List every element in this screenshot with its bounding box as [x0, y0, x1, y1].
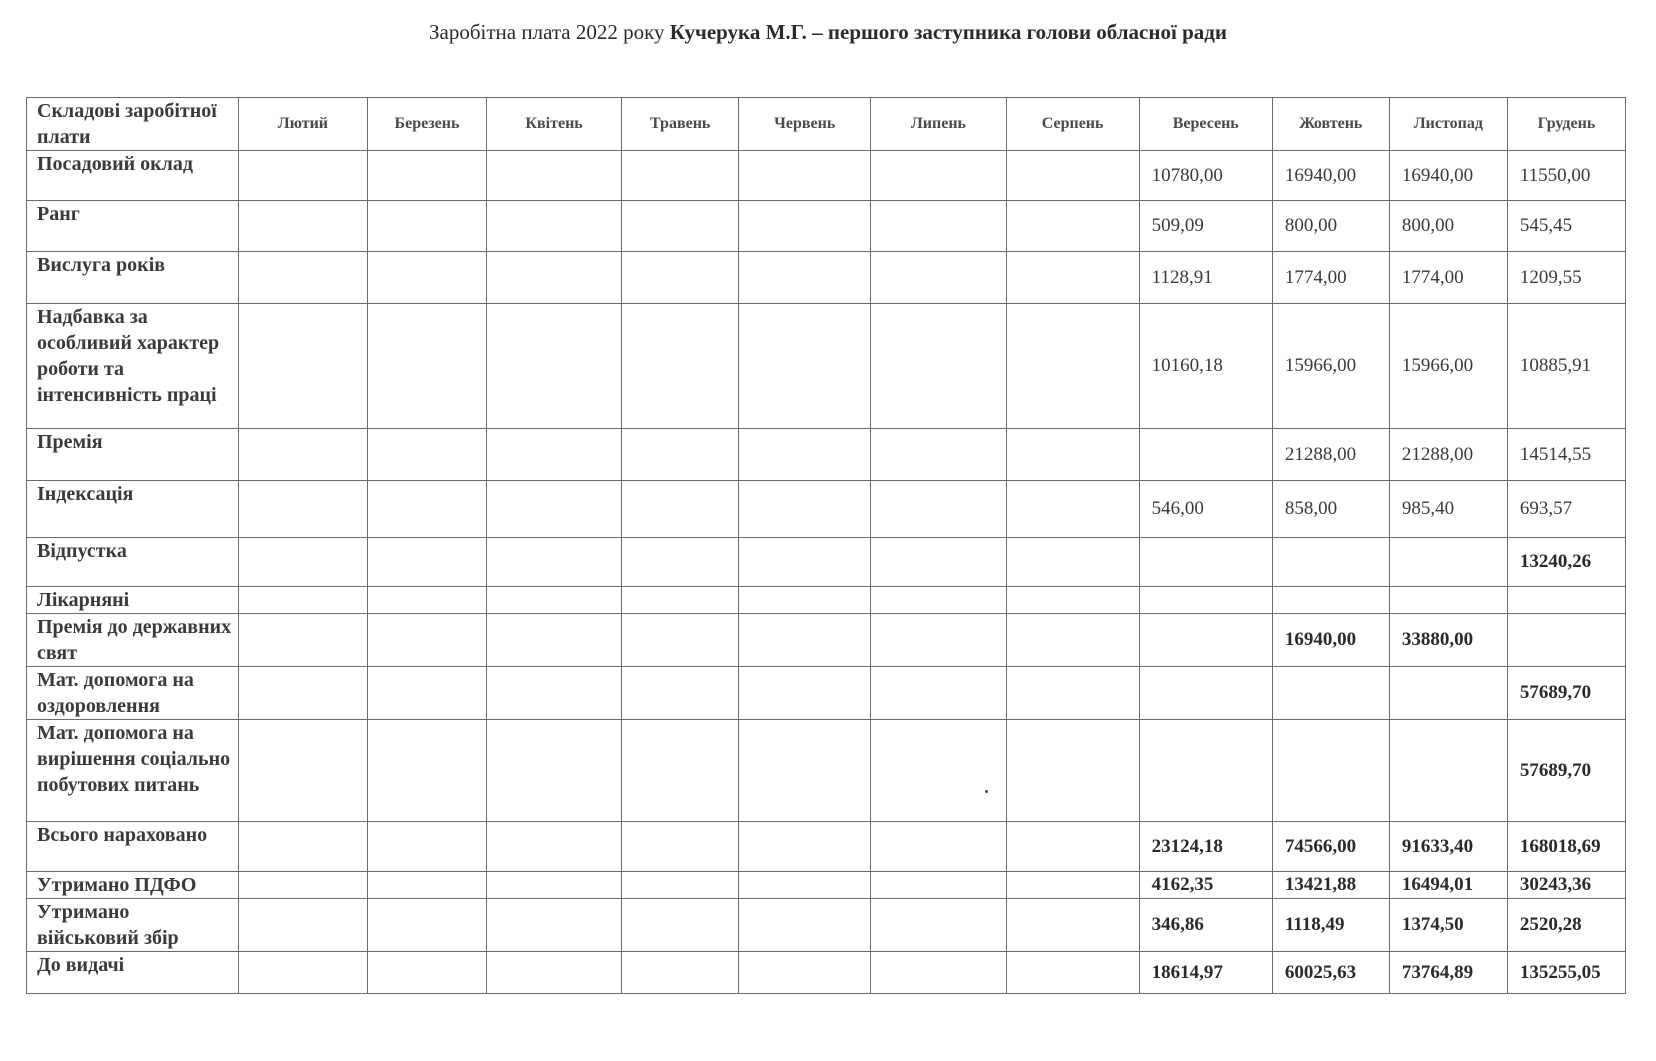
value-cell: 10885,91	[1507, 304, 1625, 429]
value-cell	[367, 587, 486, 614]
value-cell	[739, 720, 871, 822]
value-cell: 800,00	[1272, 201, 1389, 252]
row-label: Індексація	[27, 481, 239, 538]
value-cell	[1006, 538, 1139, 587]
value-cell: 10160,18	[1139, 304, 1272, 429]
value-cell	[487, 899, 622, 952]
value-cell	[871, 952, 1006, 994]
value-cell	[238, 587, 367, 614]
value-cell	[739, 252, 871, 304]
value-cell: 1774,00	[1272, 252, 1389, 304]
value-cell: 800,00	[1389, 201, 1507, 252]
value-cell	[622, 429, 739, 481]
value-cell: 14514,55	[1507, 429, 1625, 481]
value-cell	[1006, 872, 1139, 899]
row-label: Мат. допомога на оздоровлення	[27, 667, 239, 720]
value-cell	[871, 304, 1006, 429]
value-cell: 168018,69	[1507, 822, 1625, 872]
value-cell: 18614,97	[1139, 952, 1272, 994]
value-cell	[622, 720, 739, 822]
value-cell	[1006, 667, 1139, 720]
value-cell	[238, 872, 367, 899]
value-cell	[367, 822, 486, 872]
value-cell	[622, 667, 739, 720]
scan-speck	[985, 790, 988, 793]
table-row	[27, 720, 1626, 822]
value-cell: 545,45	[1507, 201, 1625, 252]
value-cell: 73764,89	[1389, 952, 1507, 994]
table-row	[27, 201, 1626, 252]
row-label: Утримано ПДФО	[27, 872, 239, 899]
month-header: Грудень	[1507, 98, 1625, 151]
value-cell: 1209,55	[1507, 252, 1625, 304]
value-cell	[1006, 481, 1139, 538]
value-cell	[238, 899, 367, 952]
value-cell	[487, 720, 622, 822]
value-cell	[1006, 252, 1139, 304]
value-cell	[1006, 587, 1139, 614]
value-cell	[739, 151, 871, 201]
salary-table	[26, 97, 1626, 994]
row-label: Ранг	[27, 201, 239, 252]
value-cell	[367, 481, 486, 538]
value-cell	[367, 304, 486, 429]
table-row	[27, 304, 1626, 429]
month-header: Серпень	[1006, 98, 1139, 151]
value-cell: 16494,01	[1389, 872, 1507, 899]
table-row	[27, 899, 1626, 952]
month-header: Жовтень	[1272, 98, 1389, 151]
value-cell	[622, 481, 739, 538]
value-cell	[739, 201, 871, 252]
month-header: Лютий	[238, 98, 367, 151]
value-cell	[1507, 587, 1625, 614]
value-cell	[1389, 667, 1507, 720]
value-cell	[739, 952, 871, 994]
value-cell	[1389, 587, 1507, 614]
value-cell	[1507, 614, 1625, 667]
value-cell	[1272, 538, 1389, 587]
value-cell	[1389, 720, 1507, 822]
value-cell: 985,40	[1389, 481, 1507, 538]
value-cell	[739, 304, 871, 429]
table-row	[27, 614, 1626, 667]
value-cell	[871, 201, 1006, 252]
value-cell	[1006, 952, 1139, 994]
value-cell	[487, 614, 622, 667]
value-cell	[871, 429, 1006, 481]
value-cell	[1006, 822, 1139, 872]
value-cell: 16940,00	[1272, 151, 1389, 201]
row-label: Відпустка	[27, 538, 239, 587]
value-cell	[238, 614, 367, 667]
month-header: Квітень	[487, 98, 622, 151]
value-cell: 1128,91	[1139, 252, 1272, 304]
value-cell	[487, 667, 622, 720]
value-cell	[622, 952, 739, 994]
table-row	[27, 538, 1626, 587]
value-cell	[367, 720, 486, 822]
value-cell	[739, 538, 871, 587]
value-cell: 2520,28	[1507, 899, 1625, 952]
month-header: Травень	[622, 98, 739, 151]
value-cell	[871, 151, 1006, 201]
value-cell	[739, 822, 871, 872]
value-cell	[622, 899, 739, 952]
value-cell: 346,86	[1139, 899, 1272, 952]
value-cell	[739, 429, 871, 481]
value-cell: 16940,00	[1272, 614, 1389, 667]
value-cell: 509,09	[1139, 201, 1272, 252]
header-row	[27, 98, 1626, 151]
table-row	[27, 151, 1626, 201]
value-cell: 23124,18	[1139, 822, 1272, 872]
value-cell	[1006, 429, 1139, 481]
value-cell	[367, 252, 486, 304]
value-cell	[739, 614, 871, 667]
value-cell	[871, 720, 1006, 822]
value-cell	[487, 481, 622, 538]
value-cell: 11550,00	[1507, 151, 1625, 201]
value-cell	[487, 201, 622, 252]
value-cell	[238, 429, 367, 481]
value-cell	[622, 872, 739, 899]
value-cell	[871, 667, 1006, 720]
value-cell: 1118,49	[1272, 899, 1389, 952]
value-cell: 10780,00	[1139, 151, 1272, 201]
title-normal-part: Заробітна плата 2022 року	[429, 20, 670, 44]
value-cell	[487, 429, 622, 481]
value-cell	[1139, 429, 1272, 481]
value-cell	[238, 252, 367, 304]
value-cell	[367, 538, 486, 587]
month-header: Листопад	[1389, 98, 1507, 151]
value-cell	[739, 667, 871, 720]
value-cell: 693,57	[1507, 481, 1625, 538]
row-label: Утримано військовий збір	[27, 899, 239, 952]
value-cell: 21288,00	[1272, 429, 1389, 481]
value-cell	[367, 201, 486, 252]
value-cell: 57689,70	[1507, 667, 1625, 720]
value-cell	[1139, 667, 1272, 720]
value-cell	[1139, 720, 1272, 822]
value-cell: 16940,00	[1389, 151, 1507, 201]
value-cell	[622, 201, 739, 252]
value-cell	[487, 304, 622, 429]
value-cell	[367, 429, 486, 481]
value-cell	[367, 899, 486, 952]
table-row	[27, 587, 1626, 614]
table-row	[27, 667, 1626, 720]
value-cell	[367, 614, 486, 667]
value-cell	[1139, 587, 1272, 614]
value-cell	[622, 587, 739, 614]
table-row	[27, 952, 1626, 994]
value-cell	[487, 822, 622, 872]
value-cell	[1006, 720, 1139, 822]
table-row	[27, 481, 1626, 538]
value-cell	[871, 899, 1006, 952]
value-cell	[871, 822, 1006, 872]
value-cell: 15966,00	[1272, 304, 1389, 429]
corner-header: Складові заробітної плати	[27, 98, 239, 151]
value-cell	[1006, 899, 1139, 952]
value-cell	[487, 252, 622, 304]
value-cell	[367, 151, 486, 201]
value-cell	[238, 151, 367, 201]
value-cell	[739, 872, 871, 899]
value-cell: 1374,50	[1389, 899, 1507, 952]
value-cell: 13421,88	[1272, 872, 1389, 899]
value-cell: 858,00	[1272, 481, 1389, 538]
value-cell	[238, 304, 367, 429]
row-label: Премія до державних свят	[27, 614, 239, 667]
value-cell	[622, 252, 739, 304]
value-cell	[487, 952, 622, 994]
value-cell: 57689,70	[1507, 720, 1625, 822]
value-cell: 135255,05	[1507, 952, 1625, 994]
value-cell	[1389, 538, 1507, 587]
value-cell	[871, 614, 1006, 667]
row-label: Премія	[27, 429, 239, 481]
month-header: Вересень	[1139, 98, 1272, 151]
value-cell: 60025,63	[1272, 952, 1389, 994]
row-label: Надбавка за особливий характер роботи та інтенсивність праці	[27, 304, 239, 429]
value-cell	[487, 872, 622, 899]
value-cell	[871, 872, 1006, 899]
value-cell	[622, 151, 739, 201]
value-cell: 15966,00	[1389, 304, 1507, 429]
value-cell	[1139, 538, 1272, 587]
value-cell	[871, 587, 1006, 614]
row-label: Лікарняні	[27, 587, 239, 614]
value-cell	[1272, 587, 1389, 614]
value-cell	[739, 587, 871, 614]
value-cell: 1774,00	[1389, 252, 1507, 304]
value-cell	[1006, 304, 1139, 429]
value-cell	[367, 952, 486, 994]
value-cell: 91633,40	[1389, 822, 1507, 872]
value-cell: 546,00	[1139, 481, 1272, 538]
row-label: Всього нараховано	[27, 822, 239, 872]
value-cell	[1006, 614, 1139, 667]
value-cell	[739, 899, 871, 952]
value-cell	[238, 720, 367, 822]
value-cell	[1272, 667, 1389, 720]
row-label: Мат. допомога на вирішення соціально побутових питань	[27, 720, 239, 822]
value-cell: 4162,35	[1139, 872, 1272, 899]
month-header: Березень	[367, 98, 486, 151]
value-cell	[487, 587, 622, 614]
value-cell	[622, 538, 739, 587]
value-cell	[1272, 720, 1389, 822]
value-cell	[739, 481, 871, 538]
value-cell: 21288,00	[1389, 429, 1507, 481]
value-cell	[487, 538, 622, 587]
value-cell	[487, 151, 622, 201]
value-cell	[238, 538, 367, 587]
row-label: До видачі	[27, 952, 239, 994]
value-cell	[238, 952, 367, 994]
table-row	[27, 822, 1626, 872]
value-cell	[871, 252, 1006, 304]
value-cell: 30243,36	[1507, 872, 1625, 899]
table-row	[27, 872, 1626, 899]
title-bold-part: Кучерука М.Г. – першого заступника голови обласної ради	[669, 20, 1227, 44]
document-title	[0, 20, 1656, 45]
month-header: Червень	[739, 98, 871, 151]
table-row	[27, 252, 1626, 304]
value-cell	[367, 667, 486, 720]
value-cell: 33880,00	[1389, 614, 1507, 667]
value-cell	[622, 822, 739, 872]
value-cell	[1006, 151, 1139, 201]
value-cell	[622, 614, 739, 667]
table-body	[27, 151, 1626, 994]
value-cell	[622, 304, 739, 429]
value-cell	[1006, 201, 1139, 252]
value-cell	[238, 822, 367, 872]
value-cell	[1139, 614, 1272, 667]
value-cell	[238, 667, 367, 720]
value-cell	[871, 538, 1006, 587]
value-cell	[238, 481, 367, 538]
month-header: Липень	[871, 98, 1006, 151]
row-label: Посадовий оклад	[27, 151, 239, 201]
table-row	[27, 429, 1626, 481]
value-cell	[871, 481, 1006, 538]
value-cell	[238, 201, 367, 252]
value-cell: 74566,00	[1272, 822, 1389, 872]
row-label: Вислуга років	[27, 252, 239, 304]
value-cell	[367, 872, 486, 899]
value-cell: 13240,26	[1507, 538, 1625, 587]
